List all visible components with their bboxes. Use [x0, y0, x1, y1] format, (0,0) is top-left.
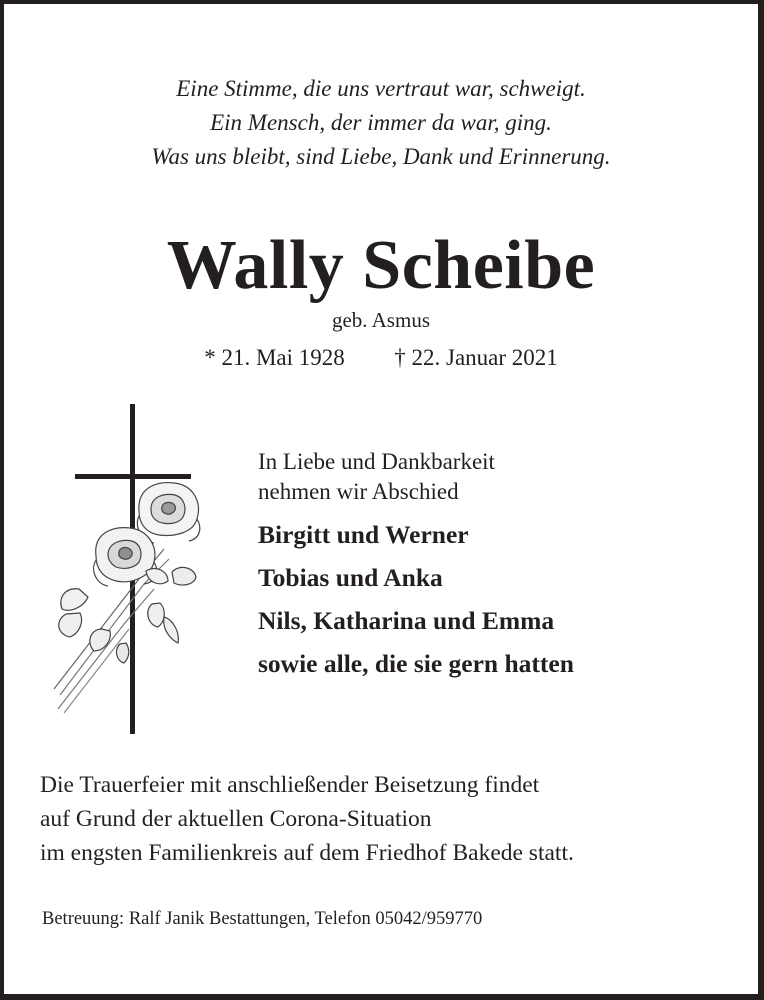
notice-line: im engsten Familienkreis auf dem Friedhof Bakede statt. — [40, 840, 574, 866]
notice-line: Die Trauerfeier mit anschließender Beisetzung findet — [40, 772, 540, 798]
mourner-name: Tobias und Anka — [258, 563, 443, 592]
obituary-card — [4, 4, 758, 994]
funeral-notice — [40, 768, 574, 870]
maiden-name: geb. Asmus — [331, 308, 430, 332]
mourners-names — [258, 513, 574, 685]
deceased-name: Wally Scheibe — [166, 227, 596, 304]
notice-line: auf Grund der aktuellen Corona-Situation — [40, 806, 432, 832]
poem-line: Eine Stimme, die uns vertraut war, schweigt. — [176, 76, 586, 101]
intro-line: nehmen wir Abschied — [258, 479, 459, 504]
birth-date: * 21. Mai 1928 — [204, 345, 345, 370]
cross-with-roses-icon — [44, 399, 214, 739]
poem-line: Was uns bleibt, sind Liebe, Dank und Erinnerung. — [151, 144, 611, 169]
funeral-home-credit: Betreuung: Ralf Janik Bestattungen, Telefon 05042/959770 — [42, 909, 483, 929]
poem — [4, 72, 758, 174]
life-dates — [4, 345, 758, 371]
poem-line: Ein Mensch, der immer da war, ging. — [210, 110, 552, 135]
death-date: † 22. Januar 2021 — [394, 345, 558, 370]
mourners-intro — [258, 447, 495, 507]
mourner-name: sowie alle, die sie gern hatten — [258, 649, 574, 678]
mourner-name: Nils, Katharina und Emma — [258, 606, 555, 635]
mourner-name: Birgitt und Werner — [258, 520, 469, 549]
intro-line: In Liebe und Dankbarkeit — [258, 449, 495, 474]
roses-icon — [44, 399, 214, 739]
